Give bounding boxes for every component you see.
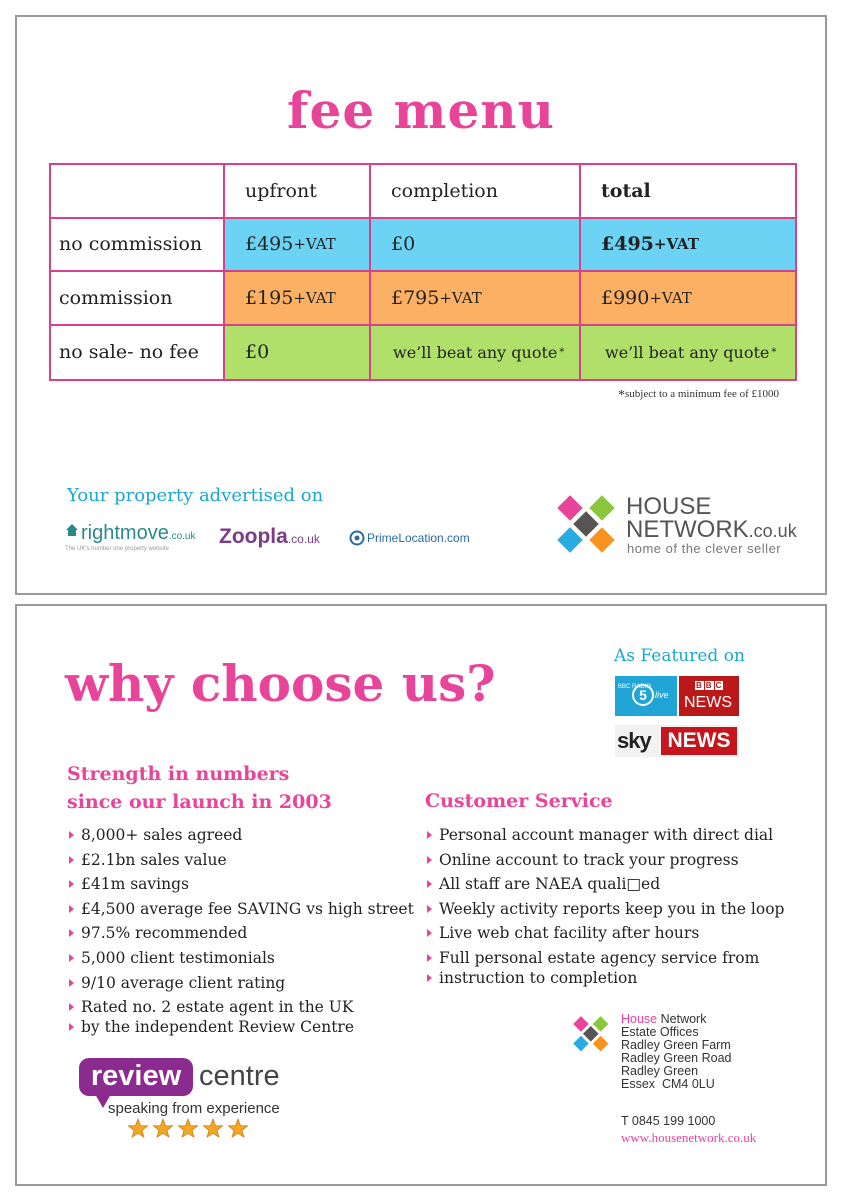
- rightmove-logo: rightmove.co.uk The UK's number one property website: [65, 522, 196, 552]
- list-item: Personal account manager with direct dial: [425, 825, 784, 845]
- strength-heading: Strength in numbers since our launch in 2003: [67, 763, 332, 813]
- list-item-continuation: instruction to completion: [425, 968, 784, 988]
- row-label-no-commission: no commission: [51, 219, 225, 273]
- list-item: 9/10 average client rating: [67, 973, 414, 993]
- star-icon: [153, 1119, 172, 1137]
- fee-footnote: *subject to a minimum fee of £1000: [618, 388, 779, 403]
- star-icon: [203, 1119, 222, 1137]
- fee-menu-card: [15, 15, 827, 595]
- sky-news-logo: sky NEWS: [615, 725, 739, 757]
- company-name: House Network: [621, 1012, 707, 1026]
- customer-service-heading: Customer Service: [425, 790, 613, 812]
- address-line: Radley Green Road: [621, 1051, 732, 1065]
- house-network-small-logo-icon: [573, 1016, 611, 1054]
- cell-no-commission-upfront: £495 +VAT: [225, 219, 371, 273]
- phone-number: T 0845 199 1000: [621, 1114, 716, 1128]
- why-choose-us-title: why choose us?: [65, 654, 496, 713]
- list-item: Live web chat facility after hours: [425, 923, 784, 943]
- star-icon: [178, 1119, 197, 1137]
- fee-table: [49, 163, 797, 381]
- cell-no-sale-upfront: £0: [225, 326, 371, 380]
- cell-commission-upfront: £195 +VAT: [225, 272, 371, 326]
- bbc-radio-5-live-logo: BBC RADIO 5 live: [615, 676, 677, 716]
- cell-commission-completion: £795 +VAT: [371, 272, 581, 326]
- house-network-logo: [557, 491, 809, 561]
- primelocation-logo: PrimeLocation.com: [349, 529, 470, 547]
- list-item: 97.5% recommended: [67, 923, 414, 943]
- customer-service-list: [425, 825, 784, 993]
- primelocation-icon: [349, 530, 365, 546]
- list-item: 5,000 client testimonials: [67, 948, 414, 968]
- list-item: Online account to track your progress: [425, 850, 784, 870]
- list-item: Full personal estate agency service from: [425, 948, 784, 968]
- house-network-wordmark: HOUSE NETWORK.co.uk: [626, 493, 797, 543]
- list-item: All staff are NAEA quali□ed: [425, 874, 784, 894]
- star-icon: [228, 1119, 247, 1137]
- list-item: £2.1bn sales value: [67, 850, 414, 870]
- cell-no-sale-total: we’ll beat any quote *: [581, 326, 795, 380]
- cell-no-sale-completion: we’ll beat any quote *: [371, 326, 581, 380]
- cell-no-commission-total: £495 +VAT: [581, 219, 795, 273]
- list-item: Weekly activity reports keep you in the loop: [425, 899, 784, 919]
- review-centre-tagline: speaking from experience: [108, 1100, 280, 1117]
- star-icon: [128, 1119, 147, 1137]
- list-item: Rated no. 2 estate agent in the UK: [67, 997, 414, 1017]
- zoopla-logo: Zoopla.co.uk: [219, 525, 320, 548]
- website-link[interactable]: www.housenetwork.co.uk: [621, 1130, 757, 1145]
- cell-no-commission-completion: £0: [371, 219, 581, 273]
- row-label-commission: commission: [51, 272, 225, 326]
- rightmove-house-icon: [65, 523, 79, 537]
- advertised-label: Your property advertised on: [67, 485, 324, 506]
- address-line: Radley Green: [621, 1064, 699, 1078]
- address-line: Essex CM4 0LU: [621, 1077, 715, 1091]
- list-item: £4,500 average fee SAVING vs high street: [67, 899, 414, 919]
- strength-list: [67, 825, 414, 1042]
- review-centre-logo: [79, 1052, 319, 1147]
- address-line: Estate Offices: [621, 1025, 699, 1039]
- list-item: 8,000+ sales agreed: [67, 825, 414, 845]
- address-line: Radley Green Farm: [621, 1038, 731, 1052]
- featured-on-label: As Featured on: [614, 646, 745, 666]
- fee-menu-title: fee menu: [287, 81, 555, 140]
- header-cell-upfront: upfront: [225, 165, 371, 219]
- house-network-tagline: home of the clever seller: [627, 541, 782, 556]
- list-item: £41m savings: [67, 874, 414, 894]
- header-cell-empty: [51, 165, 225, 219]
- review-centre-word: centre: [199, 1060, 280, 1092]
- header-cell-total: total: [581, 165, 795, 219]
- house-network-diamond-icon: [557, 495, 619, 557]
- list-item-continuation: by the independent Review Centre: [67, 1017, 414, 1037]
- row-label-no-sale-no-fee: no sale- no fee: [51, 326, 225, 380]
- header-cell-completion: completion: [371, 165, 581, 219]
- five-star-rating-icon: [127, 1118, 253, 1140]
- review-bubble: review: [79, 1058, 193, 1096]
- why-choose-us-card: [15, 604, 827, 1186]
- bbc-news-logo: B B C NEWS: [679, 676, 739, 716]
- cell-commission-total: £990 +VAT: [581, 272, 795, 326]
- office-address: [621, 1013, 731, 1091]
